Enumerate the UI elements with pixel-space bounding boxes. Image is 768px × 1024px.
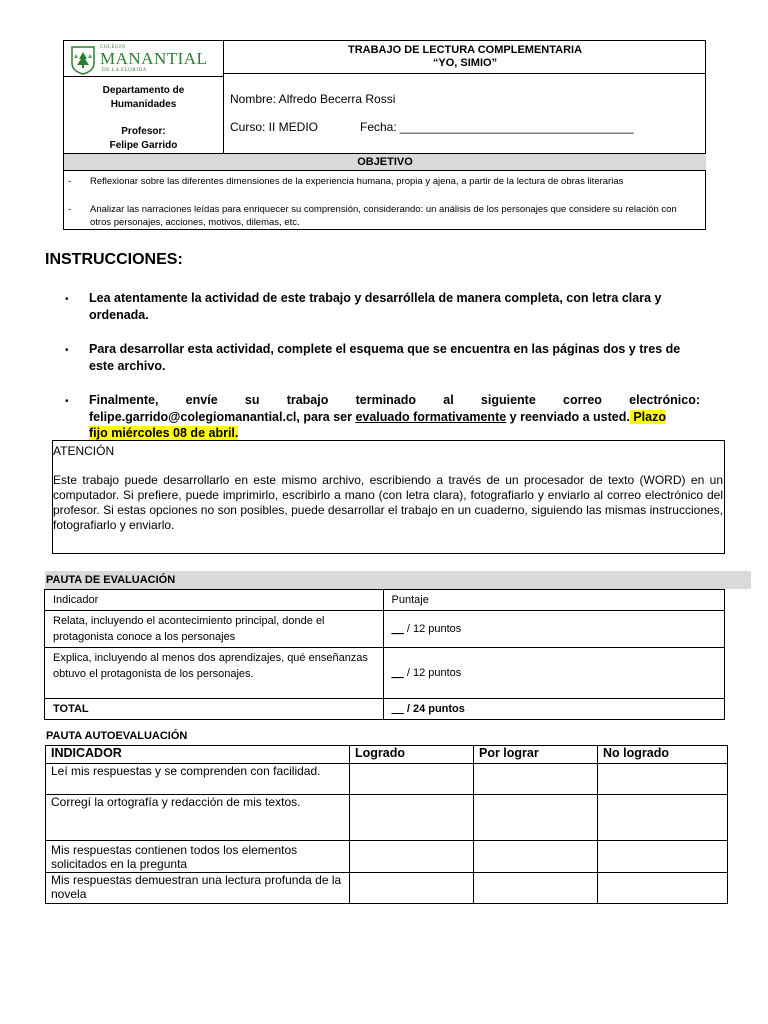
self-evaluation-table — [45, 745, 728, 904]
title-line-2: “YO, SIMIO” — [432, 57, 498, 69]
objective-heading: OBJETIVO — [64, 153, 706, 171]
in-progress-column-header: Por lograr — [474, 746, 598, 764]
attention-box — [52, 440, 725, 554]
instruction-item-2: Para desarrollar esta actividad, complete el esquema que se encuentra en las páginas dos y tres de este archivo. — [89, 342, 681, 373]
instruction-3-line-1: Finalmente, envíe su trabajo terminado al siguiente correo electrónico: — [89, 393, 700, 407]
instruction-item-1: Lea atentamente la actividad de este trabajo y desarróllela de manera completa, con letra clara y ordenada. — [89, 291, 662, 322]
achieved-cell[interactable] — [350, 873, 474, 904]
department-line-1: Departamento de — [102, 85, 185, 96]
deadline-highlight-2: fijo miércoles 08 de abril. — [89, 426, 239, 440]
indicator-cell: Leí mis respuestas y se comprenden con facilidad. — [46, 764, 350, 795]
objective-text: Analizar las narraciones leídas para enriquecer su comprensión, considerando: un análisis de los personajes que considere su relación con otros personajes, acciones, motivos, dilemas, etc. — [90, 204, 677, 228]
not-achieved-column-header: No logrado — [598, 746, 728, 764]
bullet-marker: • — [65, 294, 69, 305]
total-label: TOTAL — [45, 699, 384, 720]
achieved-column-header: Logrado — [350, 746, 474, 764]
table-header-row — [45, 590, 725, 611]
deadline-highlight-1: Plazo — [629, 409, 666, 424]
indicator-cell: Relata, incluyendo el acontecimiento principal, donde el protagonista conoce a los personajes — [45, 611, 384, 648]
logo-small-top: COLEGIO — [100, 45, 126, 50]
total-score-cell[interactable] — [383, 699, 724, 720]
date-field[interactable]: Fecha: ___________________________________ — [360, 120, 634, 134]
score-cell[interactable] — [383, 611, 724, 648]
score-cell[interactable] — [383, 648, 724, 699]
table-row-total — [45, 699, 725, 720]
evaluation-heading: PAUTA DE EVALUACIÓN — [45, 571, 751, 589]
logo-small-bottom: DE LA FLORIDA — [102, 68, 148, 73]
table-row — [45, 648, 725, 699]
indicator-cell: Mis respuestas demuestran una lectura profunda de la novela — [46, 873, 350, 904]
instruction-3-line-2 — [89, 409, 700, 426]
self-evaluation-title: PAUTA AUTOEVALUACIÓN — [46, 730, 188, 742]
department-line-2: Humanidades — [110, 99, 177, 110]
score-blank: __ — [391, 667, 404, 679]
formative-evaluation-text: evaluado formativamente — [355, 409, 507, 424]
attention-text: Este trabajo puede desarrollarlo en este mismo archivo, escribiendo a través de un procesador de texto (WORD) en un computador. Si prefiere, puede imprimirlo, escribirlo a mano (con letra clara), fotografiarlo y enviarlo al correo electrónico del profesor. Si estas opciones no son posibles, puede desarrollar el trabajo en un cuaderno, siguiendo las mismas instrucciones, fotografiarlo y enviarlo. — [53, 473, 723, 532]
in-progress-cell[interactable] — [474, 873, 598, 904]
indicator-cell: Corregí la ortografía y redacción de mis textos. — [46, 795, 350, 841]
indicator-header: Indicador — [45, 590, 384, 611]
department-cell — [64, 77, 224, 153]
objective-item — [68, 175, 690, 188]
evaluation-table — [44, 589, 725, 720]
instructions-title: INSTRUCCIONES: — [45, 251, 183, 268]
in-progress-cell[interactable] — [474, 841, 598, 873]
table-row — [46, 764, 728, 795]
in-progress-cell[interactable] — [474, 764, 598, 795]
logo-name: MANANTIAL — [100, 49, 208, 68]
student-name-field[interactable]: Nombre: Alfredo Becerra Rossi — [230, 92, 396, 106]
table-row — [46, 873, 728, 904]
not-achieved-cell[interactable] — [598, 873, 728, 904]
table-header-row — [46, 746, 728, 764]
header-box — [63, 40, 706, 230]
not-achieved-cell[interactable] — [598, 764, 728, 795]
table-row — [46, 795, 728, 841]
logo-cell — [64, 41, 224, 77]
course-field: Curso: II MEDIO — [230, 120, 319, 134]
achieved-cell[interactable] — [350, 795, 474, 841]
indicator-column-header: INDICADOR — [46, 746, 350, 764]
returned-text: y reenviado a usted. — [506, 409, 630, 424]
not-achieved-cell[interactable] — [598, 795, 728, 841]
objective-list — [64, 171, 706, 229]
indicator-cell: Explica, incluyendo al menos dos aprendizajes, qué enseñanzas obtuvo el protagonista de los personajes. — [45, 648, 384, 699]
score-header: Puntaje — [383, 590, 724, 611]
total-score-text: / 24 puntos — [403, 703, 465, 715]
table-row — [45, 611, 725, 648]
score-blank: __ — [391, 623, 404, 635]
achieved-cell[interactable] — [350, 841, 474, 873]
bullet-marker: • — [65, 345, 69, 356]
achieved-cell[interactable] — [350, 764, 474, 795]
professor-name: Felipe Garrido — [109, 140, 178, 151]
attention-title: ATENCIÓN — [53, 444, 115, 458]
score-text: / 12 puntos — [403, 623, 462, 635]
score-text: / 12 puntos — [403, 667, 462, 679]
school-logo-icon — [70, 45, 96, 75]
not-achieved-cell[interactable] — [598, 841, 728, 873]
in-progress-cell[interactable] — [474, 795, 598, 841]
document-title — [224, 41, 706, 74]
objective-item — [68, 203, 690, 229]
email-address[interactable]: felipe.garrido@colegiomanantial.cl, para ser — [89, 409, 356, 424]
professor-label: Profesor: — [121, 126, 166, 137]
instruction-item-3 — [89, 392, 700, 442]
title-line-1: TRABAJO DE LECTURA COMPLEMENTARIA — [347, 44, 583, 56]
dash-marker: - — [68, 204, 72, 215]
bullet-marker: • — [65, 396, 69, 407]
table-row — [46, 841, 728, 873]
student-info-cell — [224, 74, 706, 153]
indicator-cell: Mis respuestas contienen todos los elementos solicitados en la pregunta — [46, 841, 350, 873]
objective-text: Reflexionar sobre las diferentes dimensiones de la experiencia humana, propia y ajena, a partir de la lectura de obras literarias — [90, 176, 624, 187]
dash-marker: - — [68, 176, 72, 187]
score-blank: __ — [391, 703, 404, 715]
